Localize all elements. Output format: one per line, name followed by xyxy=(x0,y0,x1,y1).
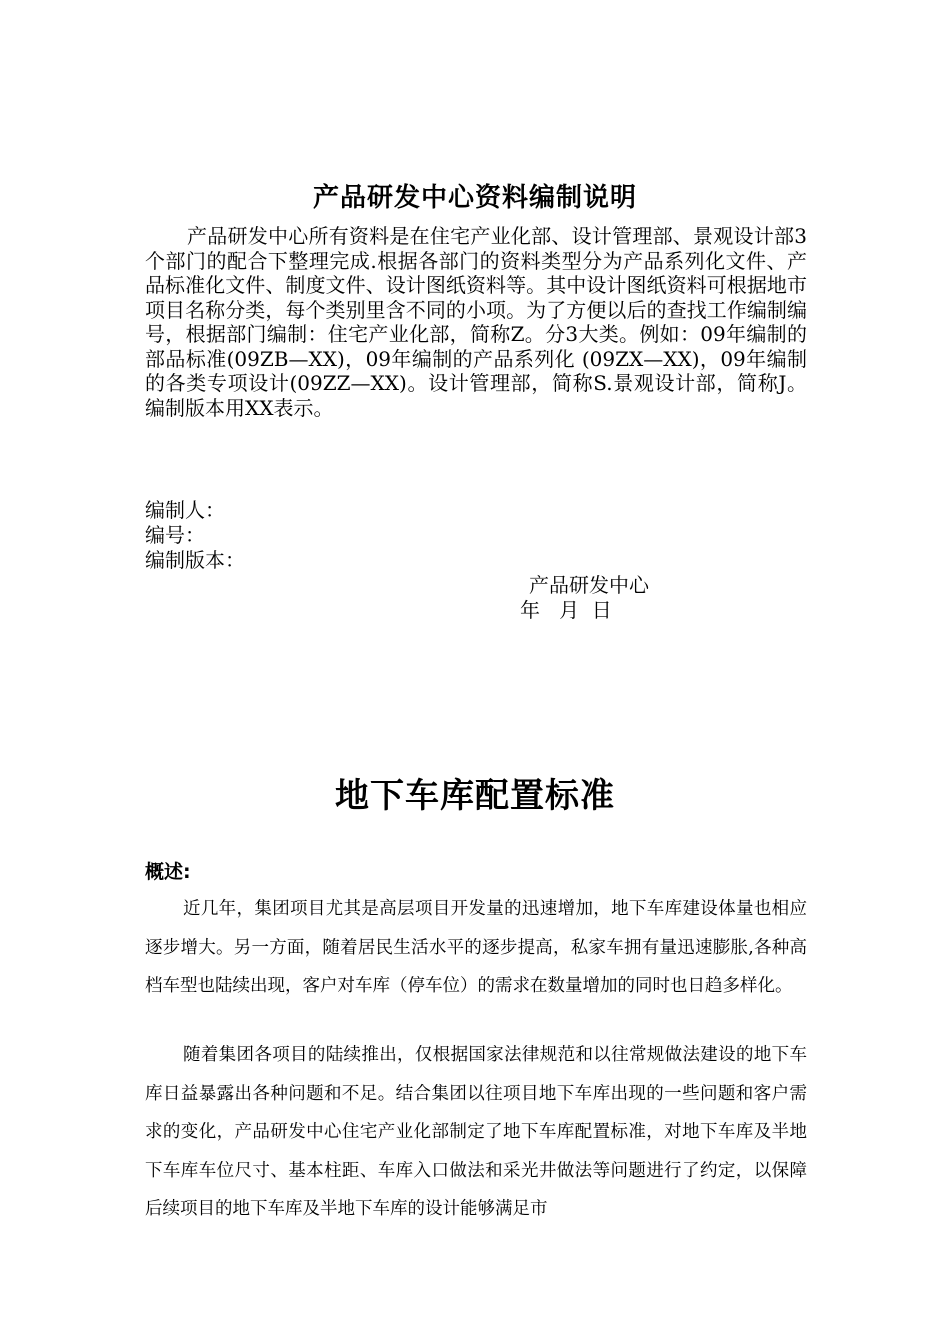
body-paragraph-2: 随着集团各项目的陆续推出，仅根据国家法律规范和以往常规做法建设的地下车库日益暴露出各种问题和不足。结合集团以往项目地下车库出现的一些问题和客户需求的变化，产品研发中心住宅产业化部制定了地下车库配置标准，对地下车库及半地下车库车位尺寸、基本柱距、车库入口做法和采光井做法等问题进行了约定，以保障后续项目的地下车库及半地下车库的设计能够满足市 xyxy=(145,1045,807,1219)
body-paragraph-1: 近几年，集团项目尤其是高层项目开发量的迅速增加，地下车库建设体量也相应逐步增大。另一方面，随着居民生活水平的逐步提高，私家车拥有量迅速膨胀,各种高档车型也陆续出现，客户对车库（停车位）的需求在数量增加的同时也日趋多样化。 xyxy=(145,899,807,996)
signature-org: 产品研发中心 xyxy=(529,573,649,597)
signature-date: 年 月 日 xyxy=(520,598,612,622)
intro-paragraph: 产品研发中心所有资料是在住宅产业化部、设计管理部、景观设计部3个部门的配合下整理完成.根据各部门的资料类型分为产品系列化文件、产品标准化文件、制度文件、设计图纸资料等。其中设计图纸资料可根据地市项目名称分类，每个类别里含不同的小项。为了方便以后的查找工作编制编号，根据部门编制：住宅产业化部，简称Z。分3大类。例如：09年编制的部品标准(09ZB—XX)，09年编制的产品系列化 (09ZX—XX)，09年编制的各类专项设计(09ZZ—XX)。设计管理部，简称S.景观设计部，简称J。编制版本用XX表示。 xyxy=(145,224,807,420)
meta-fields xyxy=(145,498,245,573)
version-label: 编制版本： xyxy=(145,548,245,572)
doc-title: 产品研发中心资料编制说明 xyxy=(312,183,637,213)
overview-heading: 概述: xyxy=(145,861,191,883)
author-label: 编制人： xyxy=(145,498,225,522)
section-title: 地下车库配置标准 xyxy=(335,776,615,816)
number-label: 编号： xyxy=(145,523,205,547)
